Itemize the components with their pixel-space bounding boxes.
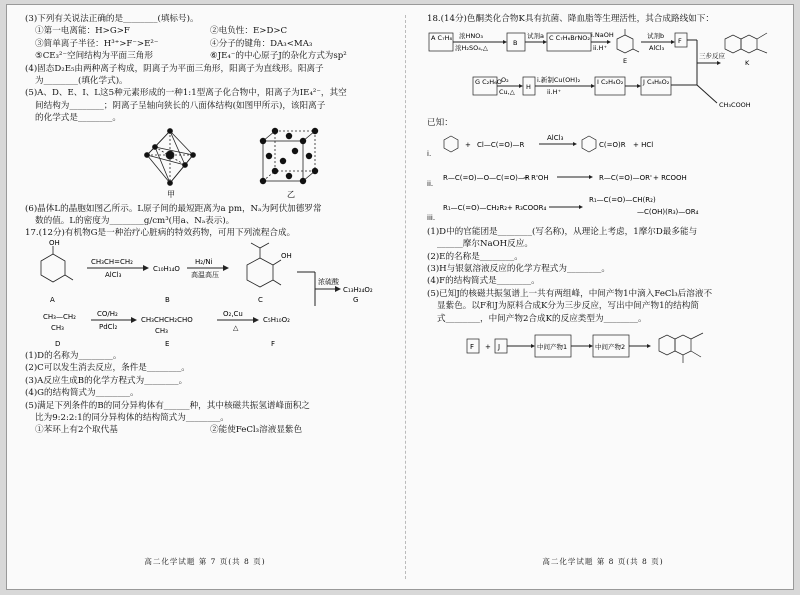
start-material-sub: CH₃ bbox=[51, 323, 64, 332]
ketone-group: C(=O)R bbox=[599, 140, 626, 149]
q3-option: ②电负性：E>D>C bbox=[210, 26, 288, 37]
arrowhead bbox=[589, 175, 593, 179]
label-G: G bbox=[353, 295, 359, 304]
known-reaction-3 bbox=[427, 196, 699, 222]
reagent: + R'OH bbox=[523, 173, 549, 182]
compound-K-structure bbox=[725, 33, 767, 53]
reagent-h-plus: ii.H⁺ bbox=[547, 88, 561, 97]
reagent-a: 试剂a bbox=[527, 32, 544, 41]
q5-text: 的化学式是________。 bbox=[35, 113, 121, 124]
product-top: R₁—C(=O)—CH(R₂) bbox=[589, 195, 656, 204]
q6-text: 数的值。L的密度为________g/cm³(用a、Nₐ表示)。 bbox=[35, 216, 235, 227]
benzene-icon bbox=[582, 136, 596, 152]
figure-yi-fcc-cell bbox=[260, 127, 318, 183]
arrowhead bbox=[253, 317, 259, 323]
label-B: B bbox=[165, 295, 170, 304]
acyl-chloride: Cl—C(=O)—R bbox=[477, 140, 525, 149]
reagent-cuoh2: i.新制Cu(OH)₂ bbox=[537, 76, 581, 85]
formula-F: C₅H₁₀O₂ bbox=[263, 315, 290, 324]
q18-question: (4)F的结构简式是________。 bbox=[427, 276, 540, 287]
page-8 bbox=[427, 13, 779, 571]
condition: ②能使FeCl₃溶液显紫色 bbox=[210, 425, 303, 436]
known-reaction-2 bbox=[427, 174, 687, 188]
q18-title: 18.(14分)色酮类化合物K具有抗菌、降血脂等生理活性，其合成路线如下： bbox=[427, 14, 714, 24]
reagent-hno3: 浓HNO₃ bbox=[459, 32, 483, 41]
figure-jia-octahedron bbox=[145, 128, 196, 185]
box-J bbox=[495, 339, 507, 353]
label-F: F bbox=[271, 339, 276, 348]
q17-conditions bbox=[25, 424, 385, 436]
plus-sign: + bbox=[485, 343, 491, 352]
route-J: J C₄H₈O₂ bbox=[643, 78, 670, 87]
condition: ①苯环上有2个取代基 bbox=[35, 425, 118, 436]
label-F: F bbox=[470, 343, 475, 352]
route-I: I C₂H₄O₂ bbox=[597, 78, 624, 87]
anhydride: R—C(=O)—O—C(=O)—R bbox=[443, 173, 530, 182]
arrowhead bbox=[573, 142, 577, 146]
q5-text: 间结构为________；阴离子呈轴向狭长的八面体结构(如图甲所示)，该阳离子 bbox=[35, 100, 326, 111]
figure-jia-label: 甲 bbox=[167, 189, 175, 199]
crystal-figures bbox=[25, 125, 385, 203]
q18-question: (5)已知J的核磁共振氢谱上一共有两组峰，中间产物1中滴入FeCl₃后溶液不 bbox=[427, 288, 713, 299]
reagent-heat: △ bbox=[233, 323, 239, 332]
byproduct: + RCOOH bbox=[653, 173, 687, 182]
label-E: E bbox=[623, 57, 628, 66]
q17-question: (1)D的名称为________。 bbox=[25, 350, 122, 361]
compound-A-structure bbox=[41, 246, 73, 282]
figure-yi-label: 乙 bbox=[287, 189, 295, 199]
reagent-propene: CH₃CH=CH₂ bbox=[91, 257, 133, 266]
arrowhead bbox=[717, 61, 721, 65]
page-7 bbox=[25, 13, 385, 571]
q4-text: 为________(填化学式)。 bbox=[35, 76, 128, 87]
page-divider bbox=[405, 15, 406, 579]
reagent-b: 试剂b bbox=[647, 32, 665, 41]
reagent-pdcl2: PdCl₂ bbox=[99, 322, 118, 331]
q3-stem: (3)下列有关说法正确的是________(填标号)。 bbox=[25, 14, 199, 24]
q18-question: (1)D中的官能团是________(写名称)，从理论上考虑，1摩尔D最多能与 bbox=[427, 226, 698, 237]
q18-question: 显紫色。以F和J为原料合成K分为三步反应，写出中间产物1的结构简 bbox=[437, 301, 699, 312]
q3-option: ⑥JE₄⁻的中心原子J的杂化方式为sp² bbox=[210, 51, 347, 62]
q3-option: ④分子的键角：DA₃<MA₃ bbox=[210, 38, 313, 49]
q17-question: 比为9:2:2:1的同分异构体的结构简式为________。 bbox=[35, 412, 229, 423]
q17-title: 17.(12分)有机物G是一种治疗心脏病的特效药物，可用下列流程合成。 bbox=[25, 228, 296, 239]
reagent-h: ii.H⁺ bbox=[593, 44, 607, 53]
oh-label: OH bbox=[49, 239, 60, 247]
compound-E: CH₃CHCH₂CHO bbox=[141, 315, 193, 324]
arrowhead bbox=[637, 84, 641, 88]
arrowhead bbox=[519, 84, 523, 88]
reagent-cu: Cu,△ bbox=[499, 88, 515, 97]
exam-sheet bbox=[6, 4, 794, 590]
arrowhead bbox=[579, 205, 583, 209]
reagent-condition: 高温高压 bbox=[191, 270, 219, 279]
arrow bbox=[697, 85, 717, 103]
known-reactions bbox=[427, 130, 779, 226]
q18-question: (2)E的名称是________。 bbox=[427, 251, 523, 262]
arrowhead bbox=[543, 40, 547, 44]
q17-question: (5)满足下列条件的B的同分异构体有______种，其中核磁共振氢谱峰面积之 bbox=[25, 400, 310, 411]
formula-B: C₁₀H₁₄O bbox=[153, 264, 180, 273]
product-bottom: —C(OH)(R₃)—OR₄ bbox=[637, 207, 699, 216]
page-footer: 高二化学试题 第 8 页(共 8 页) bbox=[542, 556, 664, 566]
q3-option: ①第一电离能：H>G>F bbox=[35, 26, 130, 37]
route-A: A C₇H₈ bbox=[431, 34, 453, 43]
reaction-number: i. bbox=[427, 149, 432, 158]
oh-label: OH bbox=[281, 251, 292, 260]
intermediate-1: 中间产物1 bbox=[537, 343, 568, 352]
reagent-o2: O₂ bbox=[501, 76, 509, 85]
byproduct: + HCl bbox=[633, 140, 654, 149]
q3-option: ③简单离子半径：H³⁺>F⁻>E²⁻ bbox=[35, 38, 159, 49]
arrowhead bbox=[503, 40, 507, 44]
reagent-co-h2: CO/H₂ bbox=[97, 309, 118, 318]
arrowhead bbox=[131, 317, 137, 323]
arrowhead bbox=[335, 286, 341, 292]
intermediate-2: 中间产物2 bbox=[595, 343, 626, 352]
q17-question: (4)G的结构简式为________。 bbox=[25, 388, 139, 399]
label-K: K bbox=[745, 59, 750, 68]
label-D: D bbox=[55, 339, 61, 348]
q17-scheme-2 bbox=[25, 310, 385, 350]
page-footer: 高二化学试题 第 7 页(共 8 页) bbox=[144, 556, 266, 566]
reagent-h2so4: 浓H₂SO₄,△ bbox=[455, 44, 488, 53]
compound-E-sub: CH₃ bbox=[155, 326, 168, 335]
ketone: R₁—C(=O)—CH₂R₂ bbox=[443, 203, 508, 212]
arrowhead bbox=[143, 265, 149, 271]
q17-scheme-1 bbox=[25, 240, 385, 310]
arrowhead bbox=[589, 344, 593, 348]
route-B: B bbox=[513, 39, 518, 48]
reagent-h2: H₂/Ni bbox=[195, 257, 213, 266]
formula-G: C₁₃H₂₄O₂ bbox=[343, 285, 373, 294]
q5-text: (5)A、D、E、I、L这5种元素形成的一种1:1型离子化合物中，阳离子为IE₄²⁻，其空 bbox=[25, 88, 347, 99]
q3-options-row bbox=[25, 38, 385, 50]
label-A: A bbox=[50, 295, 55, 304]
reagent: + R₃COOR₄ bbox=[507, 203, 547, 212]
route-C: C C₇H₆BrNO₂ bbox=[549, 34, 590, 43]
q6-text: (6)晶体L的晶胞如图乙所示。L原子间的最短距离为a pm，Nₐ为阿伏加德罗常 bbox=[25, 203, 322, 214]
route-H: H bbox=[526, 83, 531, 92]
label-C: C bbox=[258, 295, 263, 304]
q3-option: ⑤CE₃²⁻空间结构为平面三角形 bbox=[35, 51, 153, 62]
reagent-alcl3: AlCl₃ bbox=[105, 270, 122, 279]
route-G: G C₂H₆O bbox=[475, 78, 502, 87]
q18-question: ______摩尔NaOH反应。 bbox=[437, 239, 533, 250]
q17-question: (2)C可以发生消去反应，条件是________。 bbox=[25, 363, 190, 374]
arrowhead bbox=[647, 344, 651, 348]
arrowhead bbox=[591, 84, 595, 88]
reagent: AlCl₃ bbox=[547, 133, 564, 142]
benzene-icon bbox=[444, 136, 458, 152]
q17-question: (3)A反应生成B的化学方程式为________。 bbox=[25, 375, 188, 386]
start-material: CH₃—CH₂ bbox=[43, 312, 76, 321]
q18-synthesis-route bbox=[427, 25, 779, 117]
known-reaction-1 bbox=[427, 134, 653, 158]
reagent-naoh: i.NaOH bbox=[591, 31, 614, 40]
reaction-number: iii. bbox=[427, 213, 436, 222]
q18-final-scheme bbox=[427, 325, 779, 379]
compound-K-structure bbox=[659, 333, 703, 363]
compound-E-structure bbox=[617, 29, 639, 53]
label-J: J bbox=[498, 343, 501, 352]
reagent-conc-h2so4: 浓硫酸 bbox=[318, 277, 339, 286]
compound-C-structure bbox=[247, 243, 281, 287]
q3-options-row bbox=[25, 50, 385, 62]
q3-options-row bbox=[25, 25, 385, 37]
known-label: 已知： bbox=[427, 118, 453, 129]
side-product: CH₃COOH bbox=[719, 101, 751, 110]
q18-question: (3)H与银氨溶液反应的化学方程式为________。 bbox=[427, 264, 610, 275]
label-E: E bbox=[165, 339, 170, 348]
route-F: F bbox=[678, 37, 682, 46]
arrowhead bbox=[223, 265, 229, 271]
plus-sign: + bbox=[465, 140, 471, 149]
three-step-label: 三步反应 bbox=[699, 52, 725, 61]
ester: R—C(=O)—OR' bbox=[599, 173, 652, 182]
reagent-o2-cu: O₂,Cu bbox=[223, 309, 243, 318]
q18-question: 式________，中间产物2合成K的反应类型为________。 bbox=[437, 313, 647, 324]
reaction-number: ii. bbox=[427, 179, 434, 188]
arrowhead bbox=[607, 40, 611, 44]
q4-text: (4)固态D₂E₅由两种离子构成，阴离子为平面三角形，阳离子为直线形。阳离子 bbox=[25, 63, 324, 74]
arrowhead bbox=[531, 344, 535, 348]
arrowhead bbox=[671, 40, 675, 44]
reagent-alcl3: AlCl₃ bbox=[649, 44, 665, 53]
